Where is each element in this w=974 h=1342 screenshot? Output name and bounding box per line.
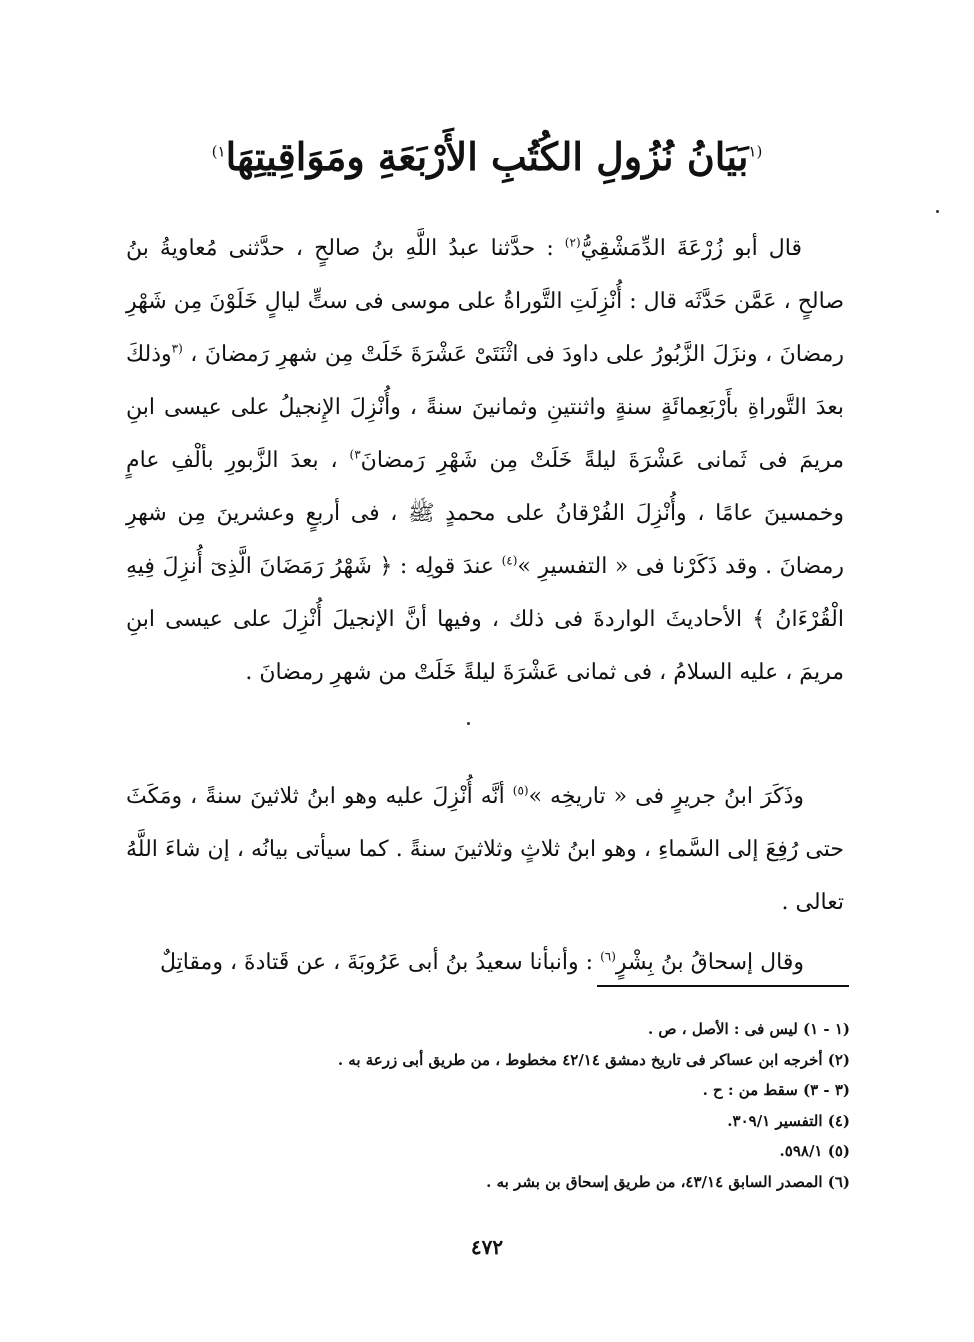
- paragraph-2-part-2: أنَّه أُنْزِلَ عليه وهو ابنُ ثلاثينَ سنةً ، ومَكَثَ حتى رُفِعَ إلى السَّماءِ ، وهو ابنُ ثلاثٍ وثلاثينَ سنةً . كما سيأتى بيانُه ، إن شاءَ اللَّهُ تعالى .: [126, 784, 844, 915]
- chapter-heading: [120, 129, 854, 185]
- note-ref-4: (٤): [501, 553, 518, 568]
- heading-text: بَيَانُ نُزُولِ الكُتُبِ الأَرْبَعَةِ ومَوَاقِيتِهَا: [225, 134, 749, 180]
- footnote-separator: [597, 985, 849, 987]
- footnote-2: (٢) أخرجه ابن عساكر فى تاريخ دمشق ٤٢/١٤ مخطوط ، من طريق أبى زرعة به .: [337, 1050, 850, 1069]
- footnote-3: (٣ - ٣) سقط من : ح .: [702, 1081, 850, 1099]
- footnotes-list: [160, 1014, 850, 1197]
- paragraph-3-part-1: وقال إسحاقُ بنُ بِشْرٍ: [615, 950, 804, 975]
- paragraph-1-part-3: وذلكَ بعدَ التَّوراةِ بأَرْبَعِمائَةٍ سنةٍ واثنتينِ وثمانينَ سنةً ، وأُنْزِلَ الإِنجيلُ على عيسى ابنِ مريمَ فى ثَمانى عَشْرَةَ ليلةً خَلَتْ مِن شَهْرِ رَمضانَ: [126, 342, 845, 473]
- footnote-5: (٥) ٥٩٨/١.: [779, 1142, 850, 1160]
- paragraph-1-part-1: قال أبو زُرْعَةَ الدِّمَشْقِيُّ: [580, 236, 802, 261]
- footnote-4: (٤) التفسير ٣٠٩/١.: [727, 1111, 850, 1130]
- paragraph-1-part-4: ، بعدَ الزَّبورِ بألْفِ عامٍ وخمسينَ عامًا ، وأُنْزِلَ الفُرْقانُ على محمدٍ ﷺ ، فى أربعٍ وعشرينَ مِن شهرِ رمضانَ . وقد ذَكَرْنا فى « التفسيرِ »: [126, 448, 844, 579]
- heading-note-close: ١): [211, 142, 226, 161]
- note-ref-5: (٥): [512, 783, 529, 798]
- note-ref-3-open: (٣: [171, 341, 183, 356]
- scan-speck: [467, 722, 470, 725]
- scan-speck: [936, 210, 939, 213]
- footnote-1: (١ - ١) ليس فى : الأصل ، ص .: [647, 1020, 850, 1038]
- paragraph-1-part-2: : حدَّثنا عبدُ اللَّهِ بنُ صالحٍ ، حدَّثنى مُعاويةُ بنُ صالحٍ ، عَمَّن حَدَّثَه قال : أُنْزِلَتِ التَّوراةُ على موسى فى ستٍّ ليالٍ خَلَوْنَ مِن شَهْرِ رمضانَ ، ونزَلَ الزَّبُورُ على داودَ فى اثْنَتَىْ عَشْرَةَ خَلَتْ مِن شهرِ رَمضانَ ،: [126, 236, 844, 367]
- paragraph-3: [126, 936, 844, 989]
- paragraph-2: [126, 770, 844, 929]
- paragraph-2-part-1: وذَكَرَ ابنُ جريرٍ فى « تاريخِه »: [528, 784, 804, 809]
- footnote-6: (٦) المصدر السابق ٤٣/١٤، من طريق إسحاق بن بشر به .: [486, 1172, 850, 1191]
- note-ref-2: (٢): [564, 235, 581, 250]
- page-number: ٤٧٢: [470, 1235, 504, 1259]
- paragraph-1-part-5: عندَ قولِه : ﴿ شَهْرُ رَمَضَانَ الَّذِىٓ أُنزِلَ فِيهِ الْقُرْءَانُ ﴾ الأحاديثَ الواردةَ فى ذلك ، وفيها أنَّ الإنجيلَ أُنْزِلَ على عيسى ابنِ مريمَ ، عليه السلامُ ، فى ثمانى عَشْرَةَ ليلةً خَلَتْ من شهرِ رمضانَ .: [126, 554, 844, 685]
- note-ref-3-close: ٣): [349, 447, 361, 462]
- heading-note-open: (١: [748, 142, 763, 161]
- paragraph-1: [126, 222, 844, 699]
- paragraph-3-part-2: : وأنبأنا سعيدُ بنُ أبى عَرُوبَةَ ، عن قَتادةَ ، ومقاتِلٌ: [159, 950, 594, 975]
- note-ref-6: (٦): [600, 949, 616, 964]
